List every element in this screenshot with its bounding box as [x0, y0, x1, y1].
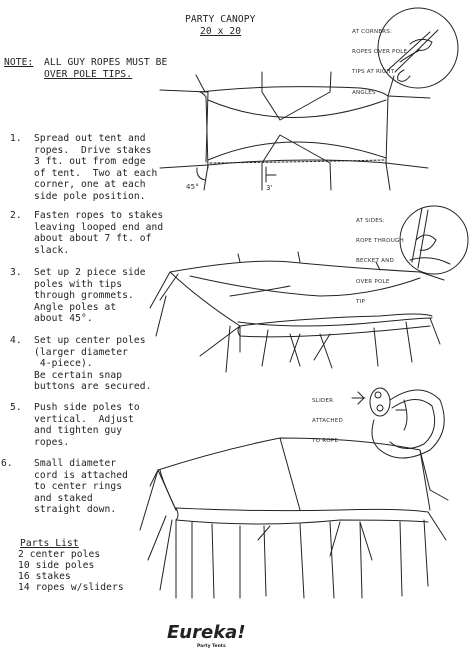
step-number: 6. — [1, 458, 13, 469]
diagram-poles-angled — [150, 252, 444, 372]
parts-item: 14 ropes w/sliders — [18, 582, 124, 593]
step-number: 3. — [10, 267, 22, 278]
logo-subtitle: Party Tents — [197, 644, 226, 649]
document-size: 20 x 20 — [200, 26, 242, 37]
slider-detail — [352, 388, 444, 458]
step-text-line: Small diameter — [34, 458, 117, 469]
step-text-line: cord is attached — [34, 469, 129, 481]
annotation-line: TIP — [356, 299, 366, 306]
step-text-line: (larger diameter — [34, 346, 129, 358]
step-number: 2. — [10, 210, 22, 221]
step-text-line: Set up 2 piece side — [34, 267, 146, 278]
diagram-tent-erected — [140, 438, 448, 598]
step-text-line: Be certain snap — [34, 369, 123, 381]
step-text-line: ropes. Drive stakes — [34, 144, 152, 156]
annotation-line: TIPS AT RIGHT — [352, 69, 395, 76]
step-text-line: about 45°. — [34, 313, 93, 325]
annotation-line: SLIDER — [312, 397, 334, 404]
step-number: 4. — [10, 335, 22, 346]
annotation-line: OVER POLE — [356, 278, 390, 285]
annotation-line: ROPE THROUGH — [356, 237, 404, 244]
parts-list-heading: Parts List — [20, 538, 79, 549]
parts-item: 16 stakes — [18, 571, 71, 582]
step-text-line: Push side poles to — [34, 402, 140, 413]
step-text-line: Spread out tent and — [34, 133, 146, 144]
step-text-line: ropes. — [34, 436, 70, 448]
distance-label: 3' — [266, 184, 273, 192]
step-text-line: leaving looped end and — [34, 221, 164, 233]
step-text-line: side pole position. — [34, 191, 146, 202]
annotation-line: AT CORNERS: — [352, 28, 393, 35]
step-text-line: poles with tips — [34, 278, 123, 290]
step-text-line: 4-piece). — [34, 358, 93, 370]
annotation-line: ROPES OVER POLE — [352, 48, 408, 55]
step-text-line: Fasten ropes to stakes — [34, 210, 164, 221]
diagram-tent-laid-out — [160, 72, 430, 190]
step-text-line: buttons are secured. — [34, 381, 152, 393]
note-line-1: ALL GUY ROPES MUST BE — [44, 57, 168, 68]
step-text-line: straight down. — [34, 504, 117, 516]
step-text-line: to center rings — [34, 481, 123, 493]
step-text-line: and tighten guy — [34, 425, 123, 437]
step-text-line: through grommets. — [34, 290, 134, 302]
step-text-line: corner, one at each — [34, 179, 146, 191]
annotation-line: AT SIDES: — [356, 217, 385, 224]
eureka-logo: Eureka! — [167, 622, 246, 643]
parts-item: 2 center poles — [18, 549, 101, 560]
annotation-line: TO ROPE — [312, 438, 339, 445]
corner-detail-circle — [378, 8, 458, 88]
step-text-line: slack. — [34, 244, 70, 256]
document-title: PARTY CANOPY — [185, 14, 256, 25]
annotation-line: ATTACHED — [312, 417, 343, 424]
step-number: 1. — [10, 133, 22, 144]
note-line-2: OVER POLE TIPS. — [44, 69, 133, 80]
side-detail-circle — [400, 206, 468, 274]
note-label: NOTE: — [4, 57, 34, 68]
step-text-line: of tent. Two at each — [34, 167, 158, 179]
step-text-line: 3 ft. out from edge — [34, 156, 146, 168]
annotation-line: BECKET AND — [356, 258, 394, 265]
parts-item: 10 side poles — [18, 560, 95, 571]
step-text-line: Angle poles at — [34, 301, 117, 313]
step-text-line: vertical. Adjust — [34, 413, 134, 425]
step-text-line: Set up center poles — [34, 335, 146, 346]
angle-label: 45° — [186, 183, 200, 191]
annotation-line: ANGLES — [352, 89, 376, 96]
step-text-line: about about 7 ft. of — [34, 233, 152, 245]
step-text-line: and staked — [34, 492, 93, 504]
step-number: 5. — [10, 402, 22, 413]
